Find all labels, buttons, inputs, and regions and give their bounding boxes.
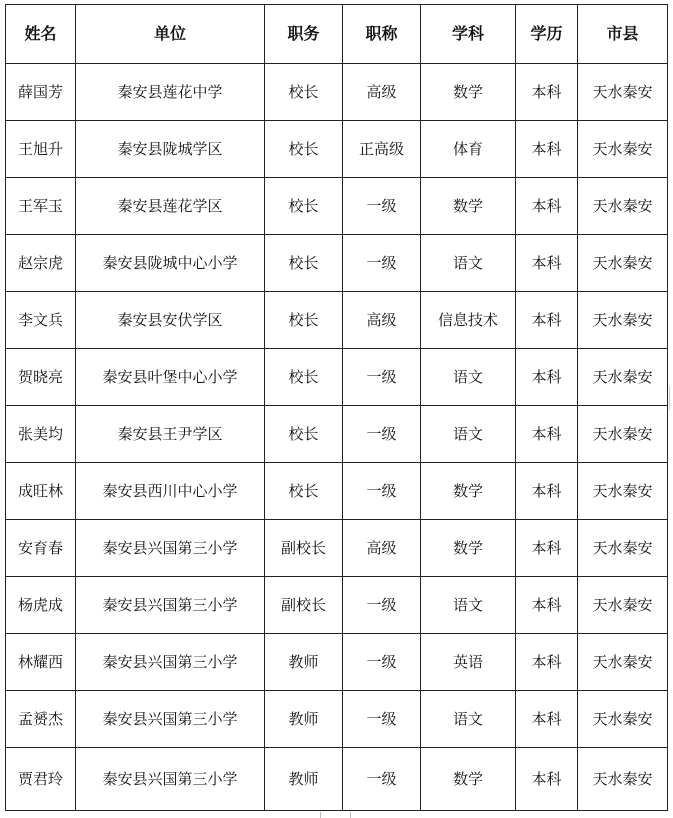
- cell-education: 本科: [516, 292, 578, 349]
- table-row: [6, 406, 668, 463]
- cell-subject: 数学: [421, 748, 516, 811]
- cell-name: 贾君玲: [6, 748, 76, 811]
- cell-title: 高级: [343, 520, 421, 577]
- header-city: 市县: [578, 5, 668, 64]
- cell-title: 一级: [343, 178, 421, 235]
- cell-name: 薛国芳: [6, 64, 76, 121]
- cell-subject: 语文: [421, 349, 516, 406]
- cell-subject: 数学: [421, 520, 516, 577]
- cell-name: 林耀西: [6, 634, 76, 691]
- table-row: [6, 520, 668, 577]
- personnel-table: [5, 4, 668, 811]
- cell-city: 天水秦安: [578, 406, 668, 463]
- cell-city: 天水秦安: [578, 235, 668, 292]
- header-row: [6, 5, 668, 64]
- page-bottom-marker: [320, 812, 321, 818]
- cell-title: 一级: [343, 634, 421, 691]
- cell-name: 张美均: [6, 406, 76, 463]
- header-title: 职称: [343, 5, 421, 64]
- cell-education: 本科: [516, 121, 578, 178]
- cell-post: 校长: [265, 64, 343, 121]
- cell-post: 校长: [265, 235, 343, 292]
- cell-post: 教师: [265, 748, 343, 811]
- cell-post: 副校长: [265, 577, 343, 634]
- cell-name: 赵宗虎: [6, 235, 76, 292]
- cell-city: 天水秦安: [578, 121, 668, 178]
- cell-unit: 秦安县兴国第三小学: [76, 634, 265, 691]
- cell-city: 天水秦安: [578, 292, 668, 349]
- cell-title: 高级: [343, 64, 421, 121]
- cell-title: 一级: [343, 349, 421, 406]
- cell-subject: 语文: [421, 406, 516, 463]
- table-row: [6, 748, 668, 811]
- cell-city: 天水秦安: [578, 634, 668, 691]
- cell-education: 本科: [516, 463, 578, 520]
- cell-unit: 秦安县莲花中学: [76, 64, 265, 121]
- cell-name: 成旺林: [6, 463, 76, 520]
- cell-city: 天水秦安: [578, 64, 668, 121]
- table-row: [6, 349, 668, 406]
- table-row: [6, 634, 668, 691]
- cell-name: 贺晓亮: [6, 349, 76, 406]
- table-row: [6, 577, 668, 634]
- cell-subject: 数学: [421, 463, 516, 520]
- table-row: [6, 235, 668, 292]
- cell-subject: 英语: [421, 634, 516, 691]
- cell-post: 副校长: [265, 520, 343, 577]
- cell-name: 王旭升: [6, 121, 76, 178]
- cell-title: 一级: [343, 691, 421, 748]
- table-header: [6, 5, 668, 64]
- cell-title: 一级: [343, 577, 421, 634]
- cell-city: 天水秦安: [578, 577, 668, 634]
- cell-name: 李文兵: [6, 292, 76, 349]
- table-row: [6, 178, 668, 235]
- cell-city: 天水秦安: [578, 178, 668, 235]
- cell-education: 本科: [516, 178, 578, 235]
- page-bottom-marker: [350, 812, 351, 818]
- cell-education: 本科: [516, 406, 578, 463]
- cell-education: 本科: [516, 691, 578, 748]
- cell-subject: 信息技术: [421, 292, 516, 349]
- table-body: [6, 64, 668, 811]
- table-row: [6, 691, 668, 748]
- cell-unit: 秦安县兴国第三小学: [76, 577, 265, 634]
- table-row: [6, 463, 668, 520]
- cell-post: 校长: [265, 406, 343, 463]
- cell-post: 校长: [265, 178, 343, 235]
- cell-education: 本科: [516, 235, 578, 292]
- cell-unit: 秦安县陇城学区: [76, 121, 265, 178]
- table-row: [6, 121, 668, 178]
- cell-unit: 秦安县西川中心小学: [76, 463, 265, 520]
- cell-subject: 语文: [421, 691, 516, 748]
- cell-city: 天水秦安: [578, 463, 668, 520]
- cell-title: 正高级: [343, 121, 421, 178]
- cell-name: 安育春: [6, 520, 76, 577]
- cell-name: 孟赟杰: [6, 691, 76, 748]
- cell-unit: 秦安县兴国第三小学: [76, 691, 265, 748]
- header-education: 学历: [516, 5, 578, 64]
- cell-city: 天水秦安: [578, 748, 668, 811]
- page-edge-marker: [669, 386, 673, 410]
- cell-subject: 语文: [421, 235, 516, 292]
- cell-education: 本科: [516, 520, 578, 577]
- cell-post: 教师: [265, 691, 343, 748]
- table-row: [6, 64, 668, 121]
- header-name: 姓名: [6, 5, 76, 64]
- table-row: [6, 292, 668, 349]
- cell-title: 一级: [343, 463, 421, 520]
- header-unit: 单位: [76, 5, 265, 64]
- cell-unit: 秦安县陇城中心小学: [76, 235, 265, 292]
- cell-post: 校长: [265, 463, 343, 520]
- cell-education: 本科: [516, 349, 578, 406]
- cell-subject: 体育: [421, 121, 516, 178]
- header-post: 职务: [265, 5, 343, 64]
- cell-unit: 秦安县安伏学区: [76, 292, 265, 349]
- cell-city: 天水秦安: [578, 691, 668, 748]
- cell-education: 本科: [516, 64, 578, 121]
- cell-unit: 秦安县兴国第三小学: [76, 748, 265, 811]
- cell-post: 校长: [265, 349, 343, 406]
- header-subject: 学科: [421, 5, 516, 64]
- cell-unit: 秦安县叶堡中心小学: [76, 349, 265, 406]
- cell-subject: 数学: [421, 64, 516, 121]
- cell-education: 本科: [516, 577, 578, 634]
- cell-unit: 秦安县莲花学区: [76, 178, 265, 235]
- cell-subject: 语文: [421, 577, 516, 634]
- cell-post: 校长: [265, 121, 343, 178]
- cell-unit: 秦安县兴国第三小学: [76, 520, 265, 577]
- cell-name: 杨虎成: [6, 577, 76, 634]
- cell-title: 一级: [343, 235, 421, 292]
- cell-post: 教师: [265, 634, 343, 691]
- cell-subject: 数学: [421, 178, 516, 235]
- cell-education: 本科: [516, 748, 578, 811]
- cell-title: 一级: [343, 406, 421, 463]
- cell-post: 校长: [265, 292, 343, 349]
- cell-title: 高级: [343, 292, 421, 349]
- cell-education: 本科: [516, 634, 578, 691]
- cell-city: 天水秦安: [578, 520, 668, 577]
- cell-title: 一级: [343, 748, 421, 811]
- cell-name: 王军玉: [6, 178, 76, 235]
- cell-unit: 秦安县王尹学区: [76, 406, 265, 463]
- cell-city: 天水秦安: [578, 349, 668, 406]
